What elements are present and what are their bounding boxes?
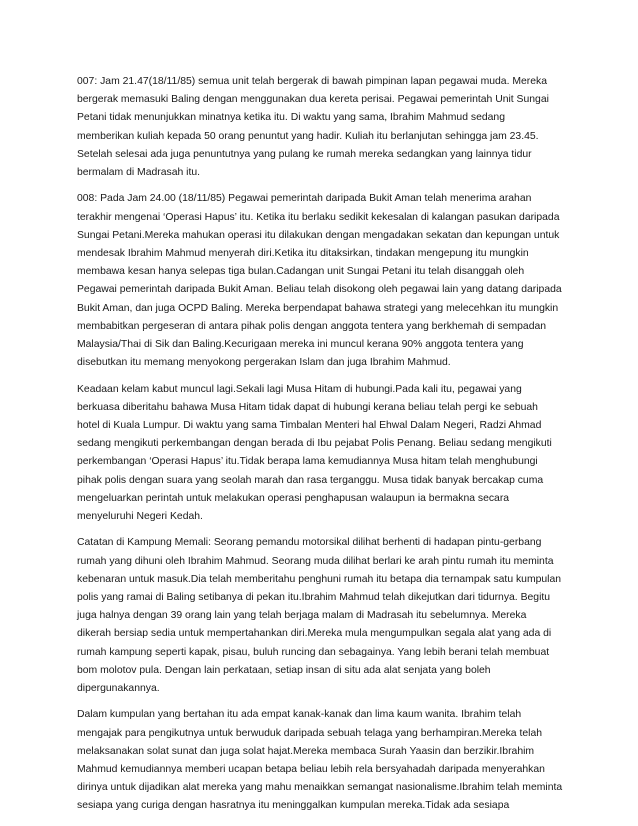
paragraph-dalam-kumpulan: Dalam kumpulan yang bertahan itu ada empat kanak-kanak dan lima kaum wanita. Ibrahim telah mengajak para pengikutnya untuk berwuduk daripada sebuah telaga yang berhampiran.Mereka telah melaksanakan solat sunat dan juga solat hajat.Mereka membaca Surah Yaasin dan berzikir.Ibrahim Mahmud kemudiannya memberi ucapan betapa beliau lebih rela bersyahadah daripada menyerahkan dirinya untuk dijadikan alat mereka yang mahu menaikkan semangat nasionalisme.Ibrahim telah meminta sesiapa yang curiga dengan hasratnya itu meninggalkan kumpulan mereka.Tidak ada sesiapa [77, 709, 563, 812]
document-page [77, 73, 563, 824]
paragraph-008: 008: Pada Jam 24.00 (18/11/85) Pegawai pemerintah daripada Bukit Aman telah menerima arahan terakhir mengenai ‘Operasi Hapus’ itu. Ketika itu berlaku sedikit kekesalan di kalangan pasukan daripada Sungai Petani.Mereka mahukan operasi itu dilakukan dengan mengadakan sekatan dan kepungan untuk mendesak Ibrahim Mahmud menyerah diri.Ketika itu ditaksirkan, tindakan mengepung itu mungkin membawa kesan hanya selepas tiga bulan.Cadangan unit Sungai Petani itu telah disanggah oleh Pegawai pemerintah daripada Bukit Aman. Beliau telah disokong oleh pegawai lain yang datang daripada Bukit Aman, dan juga OCPD Baling. Mereka berpendapat bahawa strategi yang melecehkan itu mungkin membabitkan pergeseran di antara pihak polis dengan anggota tentera yang berkhemah di sempadan Malaysia/Thai di Sik dan Baling.Kecurigaan mereka ini muncul kerana 90% anggota tentera yang disebutkan itu memang menyokong pergerakan Islam dan juga Ibrahim Mahmud. [77, 193, 562, 369]
paragraph-keadaan: Keadaan kelam kabut muncul lagi.Sekali lagi Musa Hitam di hubungi.Pada kali itu, pegawai yang berkuasa diberitahu bahawa Musa Hitam tidak dapat di hubungi kerana beliau telah pergi ke sebuah hotel di Kuala Lumpur. Di waktu yang sama Timbalan Menteri hal Ehwal Dalam Negeri, Radzi Ahmad sedang mengikuti perkembangan dengan berada di Ibu pejabat Polis Penang. Beliau sedang mengikuti perkembangan ‘Operasi Hapus’ itu.Tidak berapa lama kemudiannya Musa hitam telah menghubungi pihak polis dengan suara yang seolah marah dan rasa terganggu. Musa tidak banyak bercakap cuma mengeluarkan perintah untuk melakukan operasi penghapusan walaupun ia bermakna secara menyeluruhi Negeri Kedah. [77, 383, 552, 523]
paragraph-007: 007: Jam 21.47(18/11/85) semua unit telah bergerak di bawah pimpinan lapan pegawai muda. Mereka bergerak memasuki Baling dengan menggunakan dua kereta perisai. Pegawai pemerintah Unit Sungai Petani tidak menunjukkan minatnya ketika itu. Di waktu yang sama, Ibrahim Mahmud sedang memberikan kuliah kepada 50 orang penuntut yang hadir. Kuliah itu berlanjutan sehingga jam 23.45. Setelah selesai ada juga penuntutnya yang pulang ke rumah mereka sedangkan yang lainnya tidur bermalam di Madrasah itu. [77, 76, 549, 179]
paragraph-catatan: Catatan di Kampung Memali: Seorang pemandu motorsikal dilihat berhenti di hadapan pintu-gerbang rumah yang dihuni oleh Ibrahim Mahmud. Seorang muda dilihat berlari ke arah pintu rumah itu meminta kebenaran untuk masuk.Dia telah memberitahu penghuni rumah itu betapa dia ternampak satu kumpulan polis yang ramai di Baling setibanya di pekan itu.Ibrahim Mahmud telah dikejutkan dari tidurnya. Begitu juga halnya dengan 39 orang lain yang telah berjaga malam di Madrasah itu sebelumnya. Mereka dikerah bersiap sedia untuk mempertahankan diri.Mereka mula mengumpulkan segala alat yang ada di rumah kampung seperti kapak, pisau, buluh runcing dan sebagainya. Yang lebih berani telah membuat bom molotov pula. Dengan lain perkataan, setiap insan di situ ada alat senjata yang boleh dipergunakannya. [77, 537, 562, 695]
